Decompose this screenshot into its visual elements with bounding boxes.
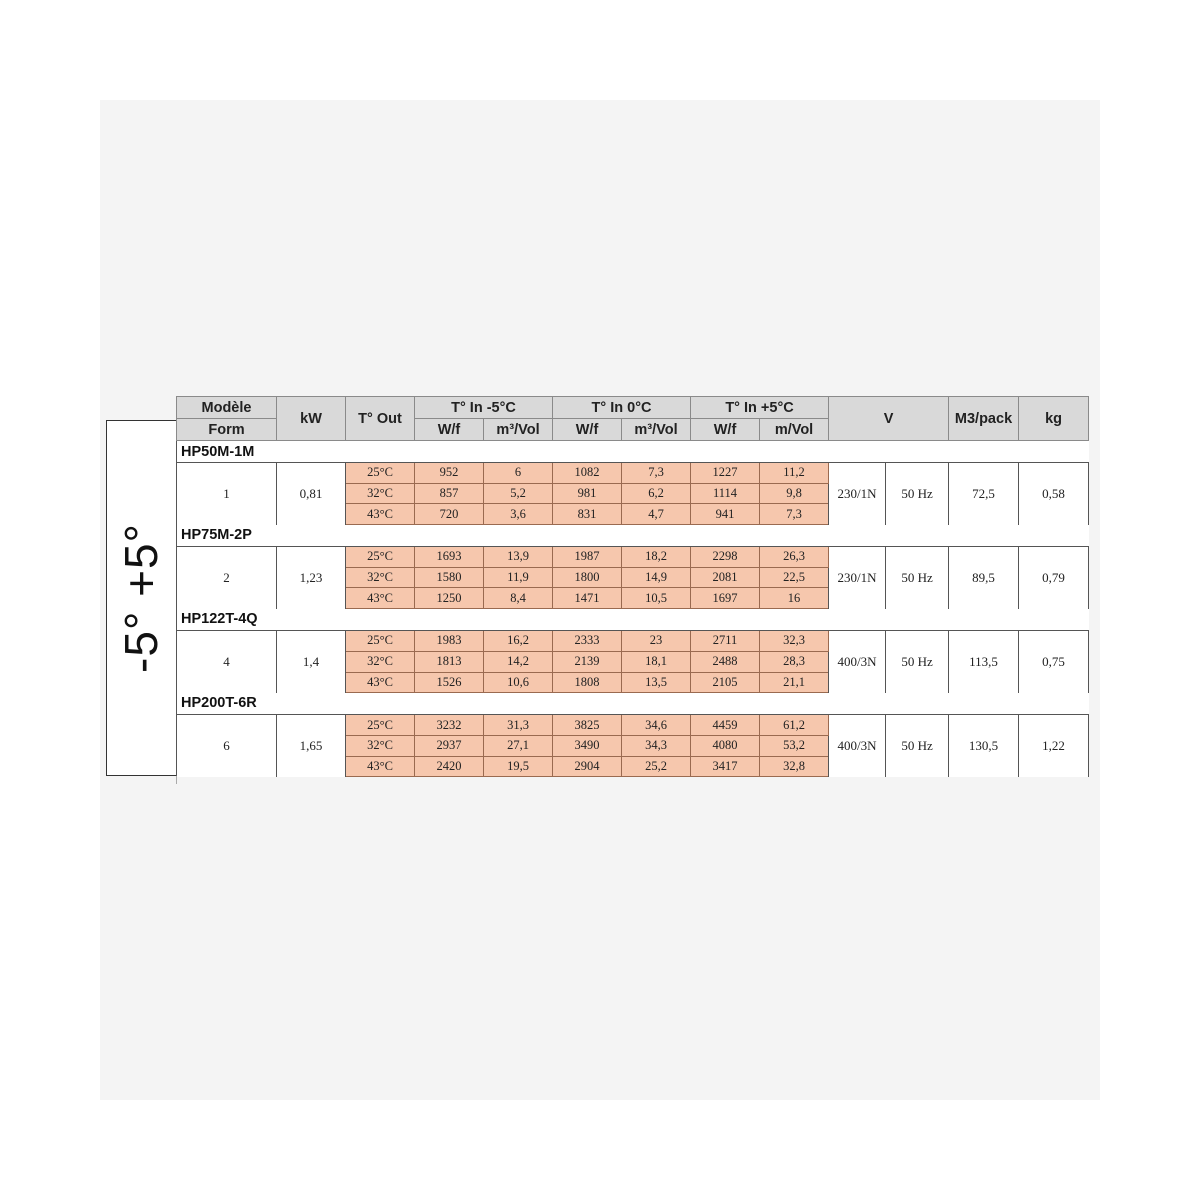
header-kw: kW: [277, 397, 346, 441]
value-cell-vol-p5: 26,3: [760, 547, 829, 568]
model-name-row: [177, 525, 1089, 547]
value-cell-wf-m5: 1693: [415, 547, 484, 568]
model-name: HP200T-6R: [177, 693, 277, 715]
value-cell-wf-m5: 2937: [415, 735, 484, 756]
value-cell-wf-p5: 1227: [691, 463, 760, 484]
value-cell-vol-p5: 21,1: [760, 672, 829, 693]
value-cell-wf-m5: 1250: [415, 588, 484, 609]
value-cell-vol-0: 13,5: [622, 672, 691, 693]
model-name-row: [177, 609, 1089, 631]
value-cell-wf-m5: 952: [415, 463, 484, 484]
value-cell-wf-p5: 3417: [691, 756, 760, 777]
t-out-cell: 32°C: [346, 567, 415, 588]
value-cell-wf-0: 981: [553, 483, 622, 504]
value-cell-vol-m5: 10,6: [484, 672, 553, 693]
frequency-cell: 50 Hz: [886, 463, 949, 525]
value-cell-wf-0: 1987: [553, 547, 622, 568]
table-row: [177, 631, 1089, 652]
value-cell-wf-m5: 857: [415, 483, 484, 504]
value-cell-vol-m5: 5,2: [484, 483, 553, 504]
value-cell-vol-0: 23: [622, 631, 691, 652]
table-tick: [176, 776, 177, 784]
value-cell-vol-0: 18,2: [622, 547, 691, 568]
voltage-cell: 400/3N: [829, 631, 886, 693]
m3pack-cell: 113,5: [949, 631, 1019, 693]
value-cell-wf-m5: 1526: [415, 672, 484, 693]
model-name-row: [177, 693, 1089, 715]
kw-cell: 0,81: [277, 463, 346, 525]
value-cell-vol-m5: 8,4: [484, 588, 553, 609]
m3pack-cell: 130,5: [949, 715, 1019, 777]
value-cell-vol-m5: 6: [484, 463, 553, 484]
header-vol-0: m³/Vol: [622, 419, 691, 441]
table-row: [177, 547, 1089, 568]
m3pack-cell: 89,5: [949, 547, 1019, 609]
voltage-cell: 230/1N: [829, 463, 886, 525]
value-cell-wf-p5: 2081: [691, 567, 760, 588]
t-out-cell: 43°C: [346, 588, 415, 609]
t-out-cell: 32°C: [346, 735, 415, 756]
value-cell-vol-m5: 14,2: [484, 651, 553, 672]
kg-cell: 1,22: [1019, 715, 1089, 777]
value-cell-vol-m5: 19,5: [484, 756, 553, 777]
frequency-cell: 50 Hz: [886, 547, 949, 609]
model-name-spacer: [277, 441, 1089, 463]
form-cell: 1: [177, 463, 277, 525]
header-kg: kg: [1019, 397, 1089, 441]
value-cell-vol-p5: 53,2: [760, 735, 829, 756]
value-cell-vol-0: 7,3: [622, 463, 691, 484]
value-cell-vol-p5: 61,2: [760, 715, 829, 736]
header-wf-plus5: W/f: [691, 419, 760, 441]
table-row: [177, 715, 1089, 736]
value-cell-vol-p5: 32,3: [760, 631, 829, 652]
temperature-range-label: -5° +5°: [115, 523, 167, 673]
frequency-cell: 50 Hz: [886, 715, 949, 777]
value-cell-vol-p5: 7,3: [760, 504, 829, 525]
value-cell-vol-0: 14,9: [622, 567, 691, 588]
kw-cell: 1,4: [277, 631, 346, 693]
header-form: Form: [177, 419, 277, 441]
kw-cell: 1,65: [277, 715, 346, 777]
model-name-spacer: [277, 693, 1089, 715]
t-out-cell: 43°C: [346, 504, 415, 525]
value-cell-wf-0: 3490: [553, 735, 622, 756]
value-cell-vol-0: 6,2: [622, 483, 691, 504]
value-cell-wf-p5: 2105: [691, 672, 760, 693]
header-modele: Modèle: [177, 397, 277, 419]
t-out-cell: 25°C: [346, 715, 415, 736]
value-cell-vol-0: 4,7: [622, 504, 691, 525]
value-cell-wf-m5: 1983: [415, 631, 484, 652]
value-cell-wf-0: 1808: [553, 672, 622, 693]
value-cell-wf-0: 2904: [553, 756, 622, 777]
value-cell-wf-p5: 1697: [691, 588, 760, 609]
value-cell-vol-p5: 9,8: [760, 483, 829, 504]
model-name-row: [177, 441, 1089, 463]
value-cell-wf-p5: 2488: [691, 651, 760, 672]
value-cell-wf-0: 831: [553, 504, 622, 525]
value-cell-wf-m5: 720: [415, 504, 484, 525]
value-cell-wf-p5: 941: [691, 504, 760, 525]
value-cell-wf-m5: 1580: [415, 567, 484, 588]
value-cell-wf-0: 1800: [553, 567, 622, 588]
value-cell-wf-p5: 4459: [691, 715, 760, 736]
value-cell-wf-p5: 1114: [691, 483, 760, 504]
t-out-cell: 32°C: [346, 651, 415, 672]
header-wf-0: W/f: [553, 419, 622, 441]
frequency-cell: 50 Hz: [886, 631, 949, 693]
value-cell-vol-p5: 28,3: [760, 651, 829, 672]
t-out-cell: 32°C: [346, 483, 415, 504]
header-vol-plus5: m/Vol: [760, 419, 829, 441]
value-cell-vol-m5: 27,1: [484, 735, 553, 756]
form-cell: 6: [177, 715, 277, 777]
value-cell-wf-p5: 4080: [691, 735, 760, 756]
t-out-cell: 25°C: [346, 631, 415, 652]
table-row: [177, 463, 1089, 484]
value-cell-wf-m5: 2420: [415, 756, 484, 777]
kg-cell: 0,58: [1019, 463, 1089, 525]
t-out-cell: 43°C: [346, 672, 415, 693]
t-out-cell: 25°C: [346, 463, 415, 484]
form-cell: 2: [177, 547, 277, 609]
model-name-spacer: [277, 525, 1089, 547]
value-cell-vol-p5: 32,8: [760, 756, 829, 777]
value-cell-wf-0: 1471: [553, 588, 622, 609]
voltage-cell: 230/1N: [829, 547, 886, 609]
heat-pump-spec-table: [176, 396, 1089, 777]
header-t-in-plus5: T° In +5°C: [691, 397, 829, 419]
value-cell-vol-0: 34,6: [622, 715, 691, 736]
header-t-out: T° Out: [346, 397, 415, 441]
value-cell-vol-m5: 16,2: [484, 631, 553, 652]
t-out-cell: 25°C: [346, 547, 415, 568]
header-v: V: [829, 397, 949, 441]
header-wf-minus5: W/f: [415, 419, 484, 441]
header-t-in-0: T° In 0°C: [553, 397, 691, 419]
value-cell-vol-0: 10,5: [622, 588, 691, 609]
value-cell-wf-p5: 2711: [691, 631, 760, 652]
model-name: HP50M-1M: [177, 441, 277, 463]
value-cell-wf-0: 1082: [553, 463, 622, 484]
voltage-cell: 400/3N: [829, 715, 886, 777]
value-cell-wf-0: 2333: [553, 631, 622, 652]
model-name: HP122T-4Q: [177, 609, 277, 631]
value-cell-vol-m5: 3,6: [484, 504, 553, 525]
model-name: HP75M-2P: [177, 525, 277, 547]
value-cell-vol-0: 34,3: [622, 735, 691, 756]
value-cell-vol-0: 18,1: [622, 651, 691, 672]
value-cell-vol-m5: 31,3: [484, 715, 553, 736]
value-cell-vol-p5: 16: [760, 588, 829, 609]
value-cell-wf-p5: 2298: [691, 547, 760, 568]
value-cell-wf-0: 3825: [553, 715, 622, 736]
value-cell-wf-m5: 3232: [415, 715, 484, 736]
kw-cell: 1,23: [277, 547, 346, 609]
value-cell-vol-p5: 11,2: [760, 463, 829, 484]
kg-cell: 0,75: [1019, 631, 1089, 693]
m3pack-cell: 72,5: [949, 463, 1019, 525]
value-cell-wf-m5: 1813: [415, 651, 484, 672]
form-cell: 4: [177, 631, 277, 693]
t-out-cell: 43°C: [346, 756, 415, 777]
value-cell-vol-0: 25,2: [622, 756, 691, 777]
kg-cell: 0,79: [1019, 547, 1089, 609]
header-m3pack: M3/pack: [949, 397, 1019, 441]
header-t-in-minus5: T° In -5°C: [415, 397, 553, 419]
header-row-1: [177, 397, 1089, 419]
value-cell-vol-m5: 13,9: [484, 547, 553, 568]
model-name-spacer: [277, 609, 1089, 631]
value-cell-vol-m5: 11,9: [484, 567, 553, 588]
value-cell-wf-0: 2139: [553, 651, 622, 672]
header-vol-minus5: m³/Vol: [484, 419, 553, 441]
value-cell-vol-p5: 22,5: [760, 567, 829, 588]
